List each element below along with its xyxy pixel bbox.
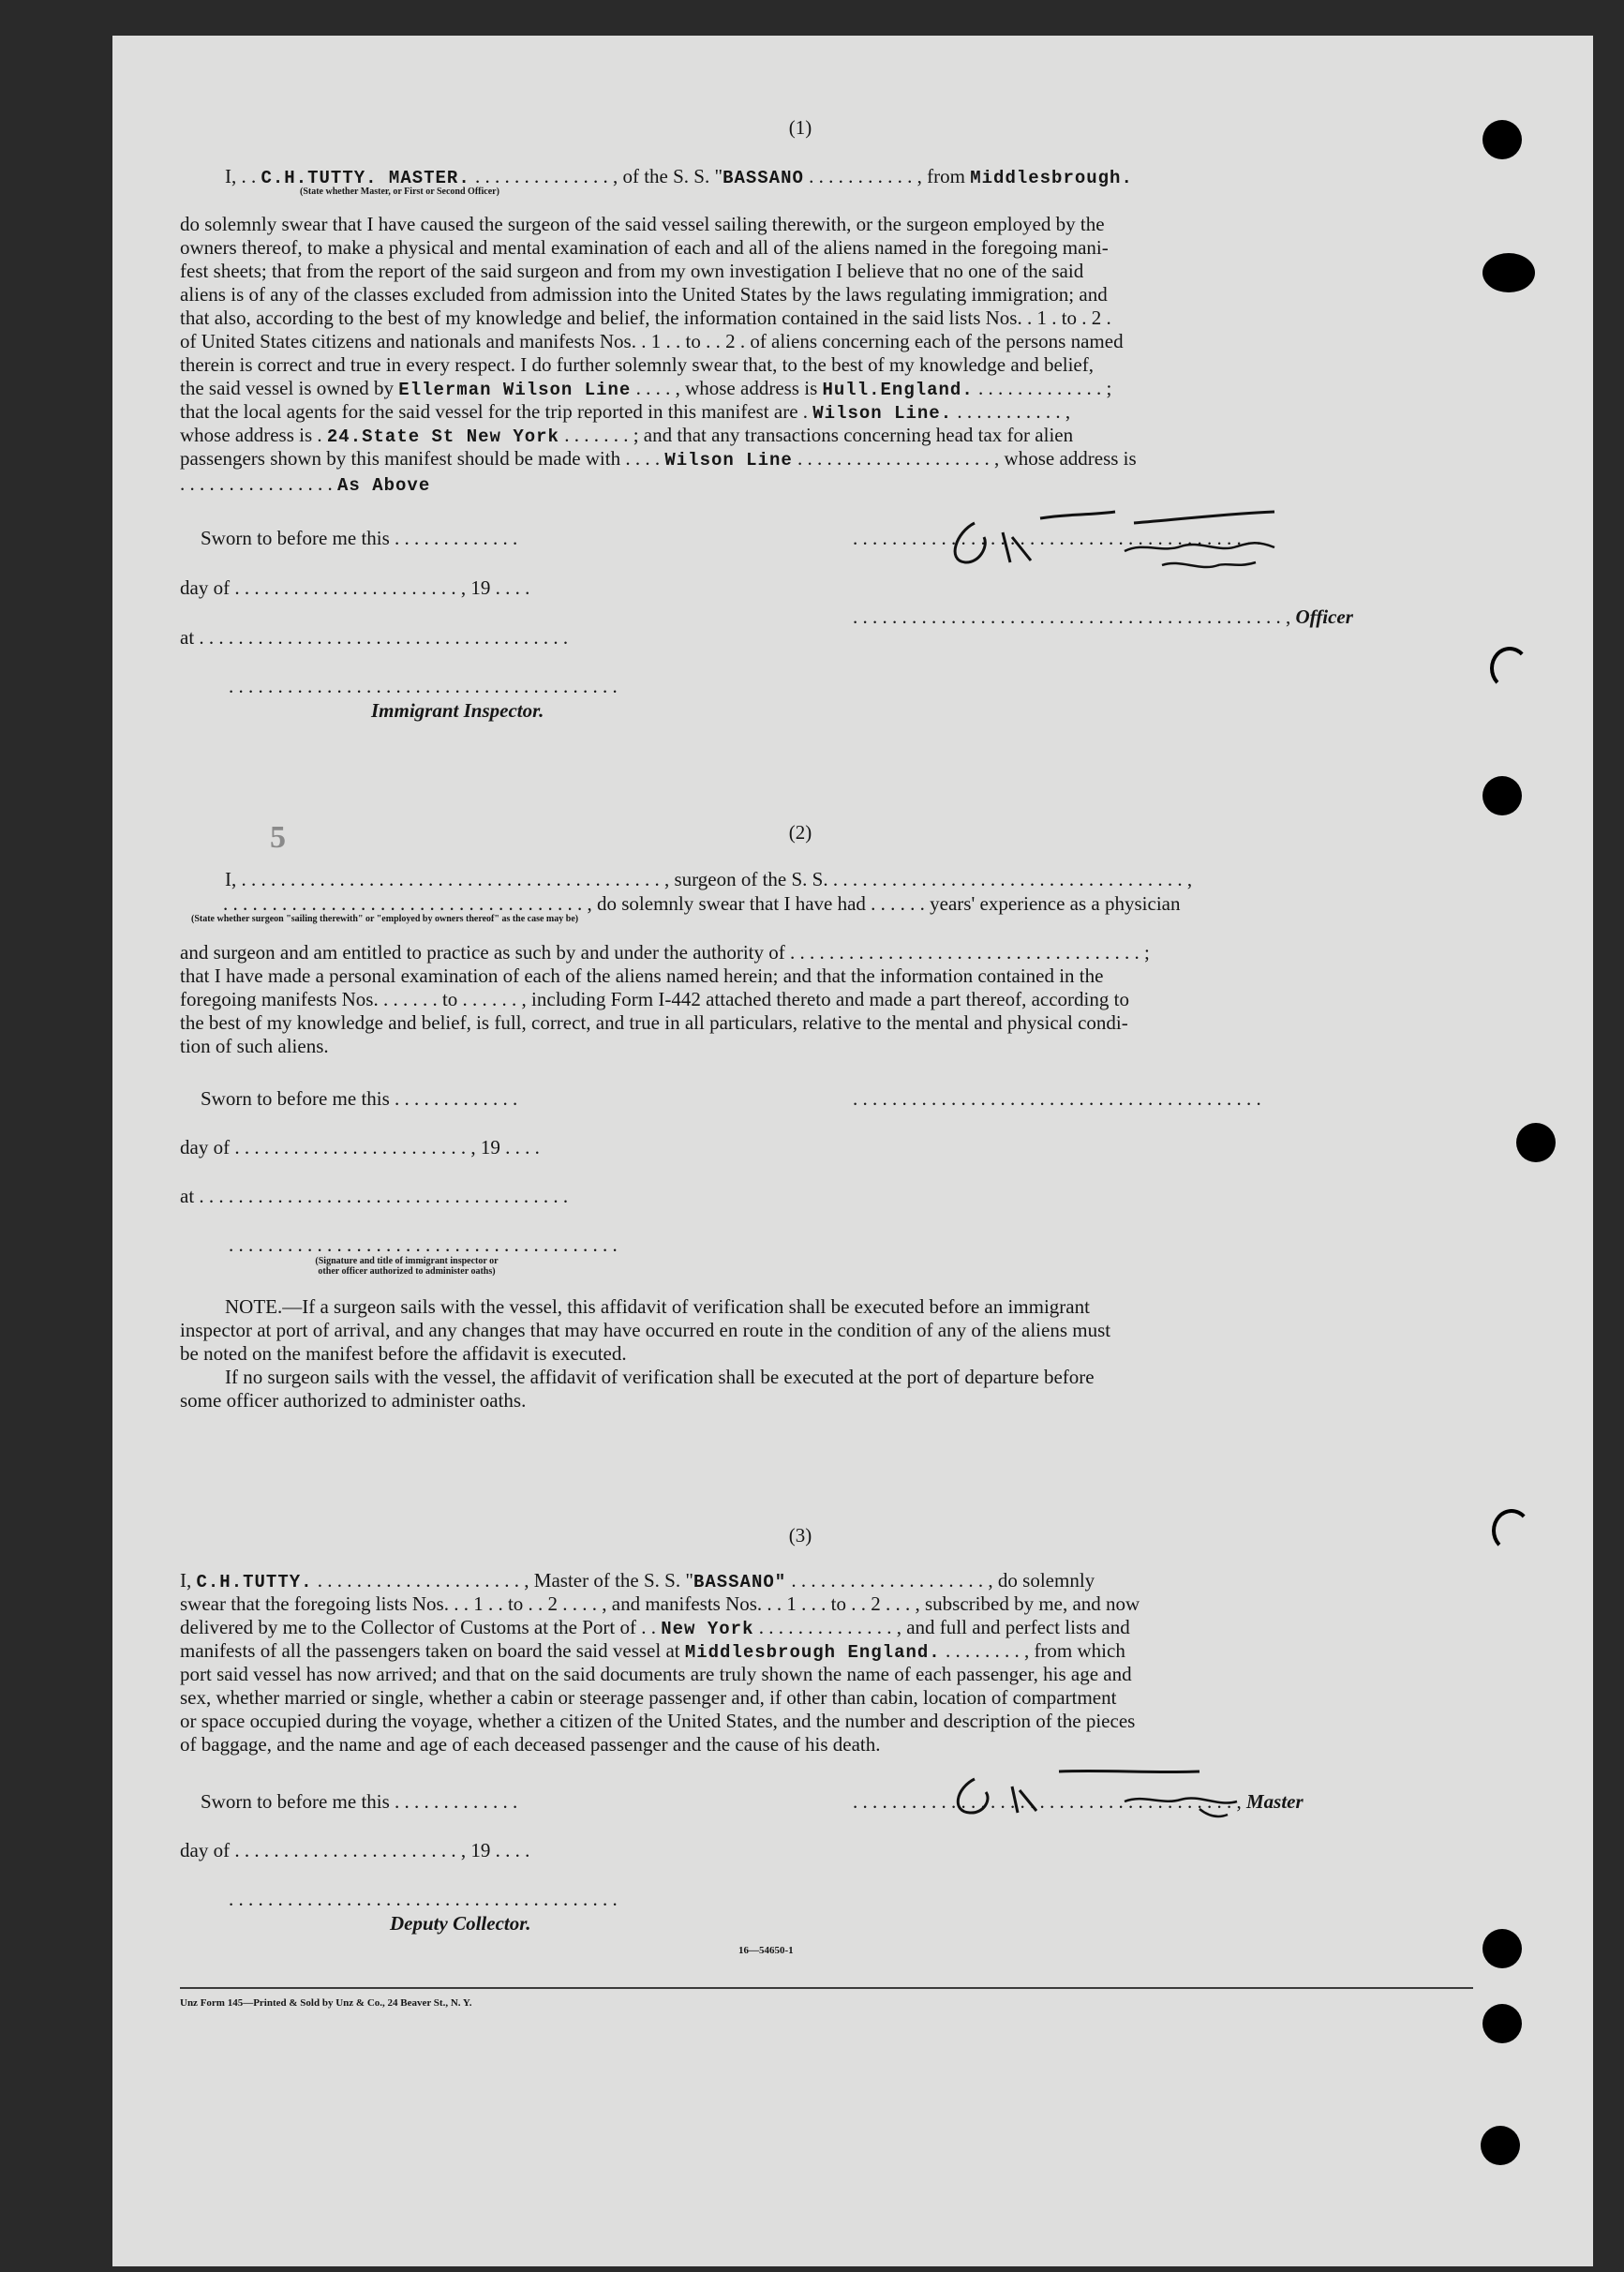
day-line: day of . . . . . . . . . . . . . . . . . . . . . . . , 19 . . . . <box>180 576 530 599</box>
vessel-name-typed: BASSANO" <box>693 1572 787 1592</box>
surgeon-line: I, . . . . . . . . . . . . . . . . . . . . . . . . . . . . . . . . . . . . . . . . . . . , surgeon of the S. S. . . . . . . . . . . . . . . . . . . . . . . . . . . . . . . . . . . . . , <box>225 868 1193 890</box>
faded-stamp-number: 5 <box>270 820 286 855</box>
collector-signature-line: . . . . . . . . . . . . . . . . . . . . . . . . . . . . . . . . . . . . . . . . <box>229 1888 618 1910</box>
departure-port-typed: Middlesbrough. <box>970 168 1133 188</box>
note-line: be noted on the manifest before the affidavit is executed. <box>180 1342 627 1365</box>
surgeon-experience-line: . . . . . . . . . . . . . . . . . . . . . . . . . . . . . . . . . . . . . , do solemnly swear that I have had . . . . . . years' experience as a physician <box>223 892 1181 915</box>
collector-oath-line: or space occupied during the voyage, whether a citizen of the United States, and the number and description of the pieces <box>180 1710 1136 1732</box>
surgeon-oath-line: and surgeon and am entitled to practice as such by and under the authority of . . . . . . . . . . . . . . . . . . . . . . . . . . . . . . . . . . . . ; <box>180 941 1150 964</box>
oath-line: do solemnly swear that I have caused the surgeon of the said vessel sailing therewith, or the surgeon employed by the <box>180 213 1105 235</box>
oath-line: that also, according to the best of my knowledge and belief, the information contained in the said lists Nos. . 1 . to . 2 . <box>180 306 1111 329</box>
agents-line: that the local agents for the said vessel for the trip reported in this manifest are . Wilson Line. . . . . . . . . . . . , <box>180 400 1071 424</box>
collector-oath-line: port said vessel has now arrived; and that on the said documents are truly shown the name of each passenger, his age and <box>180 1663 1132 1685</box>
printer-footer: Unz Form 145—Printed & Sold by Unz & Co., 24 Beaver St., N. Y. <box>180 1997 472 2009</box>
inspector-caption: Immigrant Inspector. <box>371 699 544 722</box>
oath-line: owners thereof, to make a physical and mental examination of each and all of the aliens named in the foregoing mani- <box>180 236 1109 259</box>
departure-line: manifests of all the passengers taken on board the said vessel at Middlesbrough England. . . . . . . . . , from which <box>180 1639 1125 1663</box>
collector-caption: Deputy Collector. <box>390 1912 531 1935</box>
footer-rule <box>180 1987 1473 1989</box>
surgeon-note: (State whether surgeon "sailing therewith" or "employed by owners thereof" as the case may be) <box>191 914 579 924</box>
form-code: 16—54650-1 <box>738 1945 794 1956</box>
section-number: (2) <box>788 821 812 844</box>
master-name-typed: C.H.TUTTY. MASTER. <box>261 168 470 188</box>
as-above-typed: As Above <box>337 475 431 496</box>
vessel-name-typed: BASSANO <box>723 168 804 188</box>
punch-hole <box>1492 1509 1531 1552</box>
port-line: delivered by me to the Collector of Customs at the Port of . . New York . . . . . . . . . . . . . . , and full and perfect lists and <box>180 1616 1130 1639</box>
sworn-line: Sworn to before me this . . . . . . . . . . . . . <box>201 527 518 549</box>
punch-hole <box>1482 253 1535 292</box>
collector-oath-line: sex, whether married or single, whether a cabin or steerage passenger and, if other than cabin, location of compartment <box>180 1686 1117 1709</box>
signature-caption: other officer authorized to administer oaths) <box>318 1266 496 1277</box>
note-line: some officer authorized to administer oaths. <box>180 1389 527 1412</box>
agents-typed: Wilson Line. <box>812 403 953 424</box>
inspector-signature-line: . . . . . . . . . . . . . . . . . . . . . . . . . . . . . . . . . . . . . . . . <box>229 675 618 697</box>
master-signature-line: . . . . . . . . . . . . . . . . . . . . . . . . . . . . . . . . . . . . . . . . . . <box>853 527 1261 549</box>
officer-line: . . . . . . . . . . . . . . . . . . . . . . . . . . . . . . . . . . . . . . . . . . . . , Officer <box>853 605 1353 628</box>
sworn-line: Sworn to before me this . . . . . . . . . . . . . <box>201 1087 518 1110</box>
note-line: inspector at port of arrival, and any changes that may have occurred en route in the condition of any of the aliens must <box>180 1319 1111 1341</box>
lists-line: swear that the foregoing lists Nos. . . 1 . . to . . 2 . . . . , and manifests Nos. . . 1 . . . to . . 2 . . . , subscribed by me, and now <box>180 1592 1140 1615</box>
master-signature <box>900 495 1387 579</box>
note-line: If no surgeon sails with the vessel, the affidavit of verification shall be executed at the port of departure before <box>225 1366 1095 1388</box>
as-above-line: . . . . . . . . . . . . . . . . As Above <box>180 472 431 496</box>
section-number: (1) <box>788 116 812 139</box>
master-line: I, . . C.H.TUTTY. MASTER. . . . . . . . . . . . . . . , of the S. S. "BASSANO . . . . . . . . . . . , from Middlesbrough. <box>225 165 1133 188</box>
oath-line: fest sheets; that from the report of the said surgeon and from my own investigation I believe that no one of the said <box>180 260 1084 282</box>
inspector-signature-line: . . . . . . . . . . . . . . . . . . . . . . . . . . . . . . . . . . . . . . . . <box>229 1233 618 1256</box>
master-signature-line: . . . . . . . . . . . . . . . . . . . . . . . . . . . . . . . . . . . . . . . , Master <box>853 1790 1304 1813</box>
agents-address-line: whose address is . 24.State St New York . . . . . . . ; and that any transactions concerning head tax for alien <box>180 424 1074 447</box>
surgeon-oath-line: tion of such aliens. <box>180 1035 329 1057</box>
section-number: (3) <box>788 1524 812 1547</box>
surgeon-oath-line: foregoing manifests Nos. . . . . . . to . . . . . . , including Form I-442 attached thereto and made a part thereof, according to <box>180 988 1129 1010</box>
at-line: at . . . . . . . . . . . . . . . . . . . . . . . . . . . . . . . . . . . . . . <box>180 626 569 649</box>
master-line: I, C.H.TUTTY. . . . . . . . . . . . . . . . . . . . . . , Master of the S. S. "BASSANO" . . . . . . . . . . . . . . . . . . . . , do solemnly <box>180 1569 1095 1592</box>
manifest-affidavit-page <box>112 36 1593 2266</box>
oath-line: aliens is of any of the classes excluded from admission into the United States by the laws regulating immigration; and <box>180 283 1108 306</box>
day-line: day of . . . . . . . . . . . . . . . . . . . . . . . . , 19 . . . . <box>180 1136 540 1158</box>
departure-port-typed: Middlesbrough England. <box>684 1642 941 1663</box>
arrival-port-typed: New York <box>661 1619 754 1639</box>
owner-address-typed: Hull.England. <box>822 380 974 400</box>
punch-hole <box>1482 1929 1522 1968</box>
surgeon-oath-line: that I have made a personal examination of each of the aliens named herein; and that the information contained in the <box>180 964 1104 987</box>
surgeon-signature-line: . . . . . . . . . . . . . . . . . . . . . . . . . . . . . . . . . . . . . . . . . . <box>853 1087 1261 1110</box>
owner-line: the said vessel is owned by Ellerman Wilson Line . . . . , whose address is Hull.England. . . . . . . . . . . . . . ; <box>180 377 1112 400</box>
punch-hole <box>1516 1123 1556 1162</box>
punch-hole <box>1482 776 1522 815</box>
master-rank-note: (State whether Master, or First or Second Officer) <box>300 187 499 197</box>
surgeon-oath-line: the best of my knowledge and belief, is full, correct, and true in all particulars, relative to the mental and physical condi- <box>180 1011 1128 1034</box>
oath-line: therein is correct and true in every respect. I do further solemnly swear that, to the best of my knowledge and belief, <box>180 353 1094 376</box>
collector-oath-line: of baggage, and the name and age of each deceased passenger and the cause of his death. <box>180 1733 881 1756</box>
owner-typed: Ellerman Wilson Line <box>398 380 632 400</box>
oath-line: of United States citizens and nationals and manifests Nos. . 1 . . to . . 2 . of aliens concerning each of the persons named <box>180 330 1124 352</box>
master-signature <box>918 1760 1331 1826</box>
head-tax-agent-typed: Wilson Line <box>664 450 793 471</box>
day-line: day of . . . . . . . . . . . . . . . . . . . . . . . , 19 . . . . <box>180 1839 530 1861</box>
punch-hole <box>1490 647 1529 690</box>
punch-hole <box>1481 2126 1520 2165</box>
at-line: at . . . . . . . . . . . . . . . . . . . . . . . . . . . . . . . . . . . . . . <box>180 1185 569 1207</box>
punch-hole <box>1482 120 1522 159</box>
sworn-line: Sworn to before me this . . . . . . . . . . . . . <box>201 1790 518 1813</box>
note-line: NOTE.—If a surgeon sails with the vessel, this affidavit of verification shall be executed before an immigrant <box>225 1295 1090 1318</box>
agents-address-typed: 24.State St New York <box>326 426 559 447</box>
master-name-typed: C.H.TUTTY. <box>196 1572 313 1592</box>
head-tax-line: passengers shown by this manifest should be made with . . . . Wilson Line . . . . . . . . . . . . . . . . . . . . , whose address is <box>180 447 1137 471</box>
punch-hole <box>1482 2004 1522 2043</box>
signature-caption: (Signature and title of immigrant inspector or <box>315 1256 499 1266</box>
